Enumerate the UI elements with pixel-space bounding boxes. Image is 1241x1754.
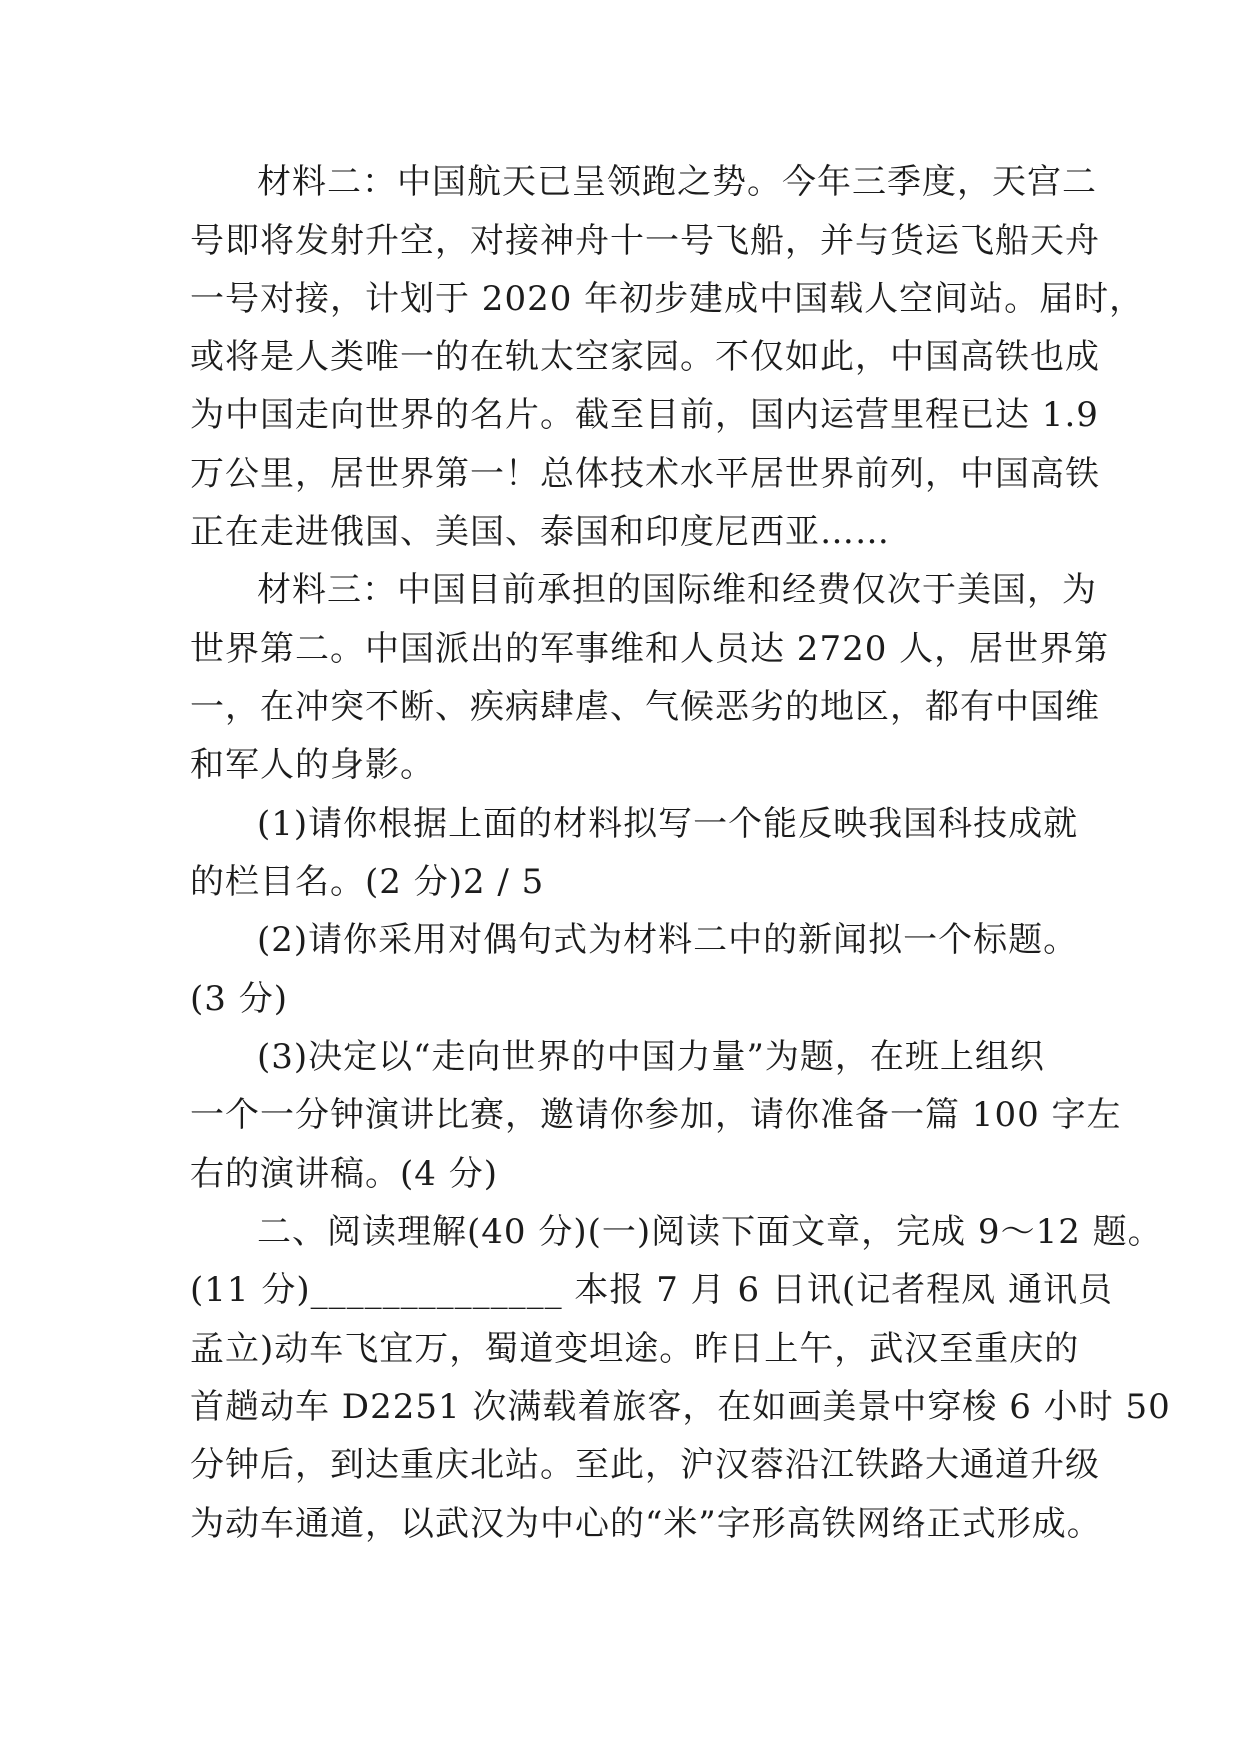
text-line: 为动车通道，以武汉为中心的“米”字形高铁网络正式形成。 — [190, 1504, 1102, 1544]
text-line: 材料二：中国航天已呈领跑之势。今年三季度，天宫二 — [257, 162, 1097, 202]
text-line: 正在走进俄国、美国、泰国和印度尼西亚…… — [190, 512, 890, 552]
text-line: 或将是人类唯一的在轨太空家园。不仅如此，中国高铁也成 — [190, 337, 1100, 377]
text-line: 右的演讲稿。(4 分) — [190, 1154, 498, 1194]
text-line: 二、阅读理解(40 分)(一)阅读下面文章，完成 9～12 题。 — [257, 1212, 1163, 1252]
text-line: 万公里，居世界第一！总体技术水平居世界前列，中国高铁 — [190, 454, 1100, 494]
text-line: 一号对接，计划于 2020 年初步建成中国载人空间站。届时， — [190, 279, 1145, 319]
text-line: (3)决定以“走向世界的中国力量”为题，在班上组织 — [257, 1037, 1045, 1077]
text-line: 一个一分钟演讲比赛，邀请你参加，请你准备一篇 100 字左 — [190, 1095, 1122, 1135]
text-line: (2)请你采用对偶句式为材料二中的新闻拟一个标题。 — [257, 920, 1079, 960]
text-line: 和军人的身影。 — [190, 745, 435, 785]
text-line: (3 分) — [190, 979, 288, 1019]
text-line: 材料三：中国目前承担的国际维和经费仅次于美国，为 — [257, 570, 1097, 610]
text-line: 号即将发射升空，对接神舟十一号飞船，并与货运飞船天舟 — [190, 221, 1100, 261]
text-line: (11 分)______________ 本报 7 月 6 日讯(记者程凤 通讯员 — [190, 1270, 1113, 1310]
text-line: 一，在冲突不断、疾病肆虐、气候恶劣的地区，都有中国维 — [190, 687, 1100, 727]
text-line: 的栏目名。(2 分)2 / 5 — [190, 862, 545, 902]
text-line: 首趟动车 D2251 次满载着旅客，在如画美景中穿梭 6 小时 50 — [190, 1387, 1171, 1427]
text-line: 分钟后，到达重庆北站。至此，沪汉蓉沿江铁路大通道升级 — [190, 1445, 1100, 1485]
text-line: 孟立)动车飞宜万，蜀道变坦途。昨日上午，武汉至重庆的 — [190, 1329, 1080, 1369]
text-line: 为中国走向世界的名片。截至目前，国内运营里程已达 1.9 — [190, 395, 1099, 435]
text-line: (1)请你根据上面的材料拟写一个能反映我国科技成就 — [257, 804, 1079, 844]
text-line: 世界第二。中国派出的军事维和人员达 2720 人，居世界第 — [190, 629, 1110, 669]
